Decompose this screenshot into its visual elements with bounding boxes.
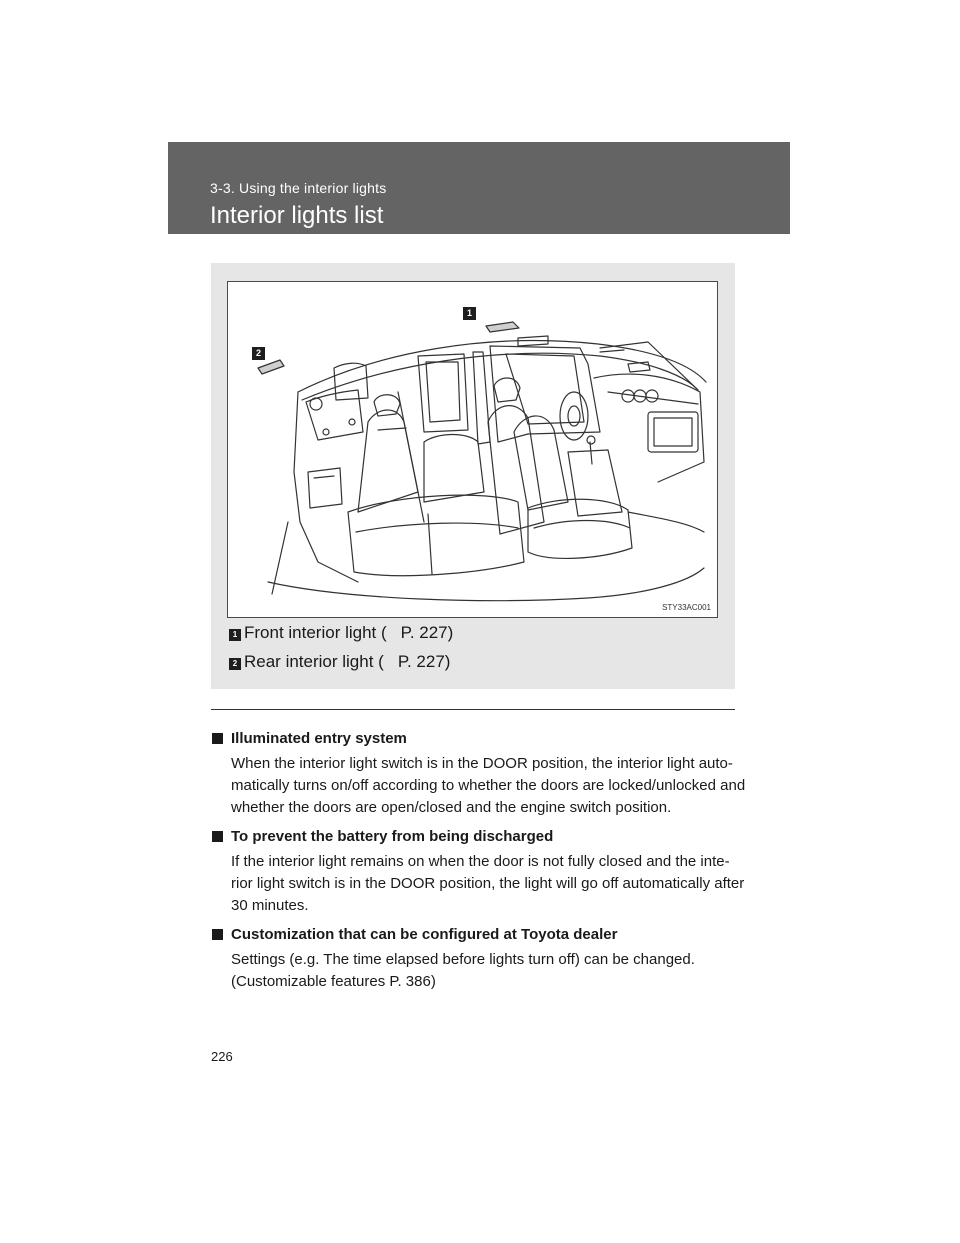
figure-code: STY33AC001 (662, 603, 711, 612)
note-item (211, 826, 751, 917)
callout-badge-rear-light: 2 (252, 347, 265, 360)
square-bullet-icon (212, 831, 223, 842)
legend-label: Front interior light ( (244, 623, 387, 642)
legend-badge: 1 (229, 629, 241, 641)
legend-item-front-light (229, 623, 453, 643)
note-heading: To prevent the battery from being discharged (211, 826, 751, 848)
section-divider (211, 709, 735, 710)
interior-line-drawing (228, 282, 718, 618)
square-bullet-icon (212, 929, 223, 940)
vehicle-interior-illustration (227, 281, 718, 618)
page-number: 226 (211, 1049, 233, 1064)
note-heading: Illuminated entry system (211, 728, 751, 750)
notes-list (211, 728, 751, 1000)
note-heading: Customization that can be configured at Toyota dealer (211, 924, 751, 946)
callout-badge-front-light: 1 (463, 307, 476, 320)
note-item (211, 728, 751, 819)
figure-panel (211, 263, 735, 689)
note-body: If the interior light remains on when the door is not fully closed and the inte-rior light switch is in the DOOR position, the light will go off automatically after 30 minutes. (231, 853, 745, 914)
page-ref-link[interactable]: P. 227) (400, 623, 454, 642)
legend-label: Rear interior light ( (244, 652, 384, 671)
legend-badge: 2 (229, 658, 241, 670)
square-bullet-icon (212, 733, 223, 744)
legend-item-rear-light (229, 652, 450, 672)
page-title: Interior lights list (210, 202, 384, 229)
chapter-header (168, 142, 790, 234)
note-item (211, 924, 751, 993)
section-label: 3-3. Using the interior lights (210, 180, 387, 196)
page-ref-link[interactable]: P. 227) (397, 652, 451, 671)
note-body: When the interior light switch is in the DOOR position, the interior light auto-matically turns on/off according to whether the doors are locked/unlocked and whether the doors are open/closed and the engine switch position. (231, 755, 746, 816)
note-body: Settings (e.g. The time elapsed before lights turn off) can be changed. (Customizable features P. 386) (231, 951, 695, 990)
